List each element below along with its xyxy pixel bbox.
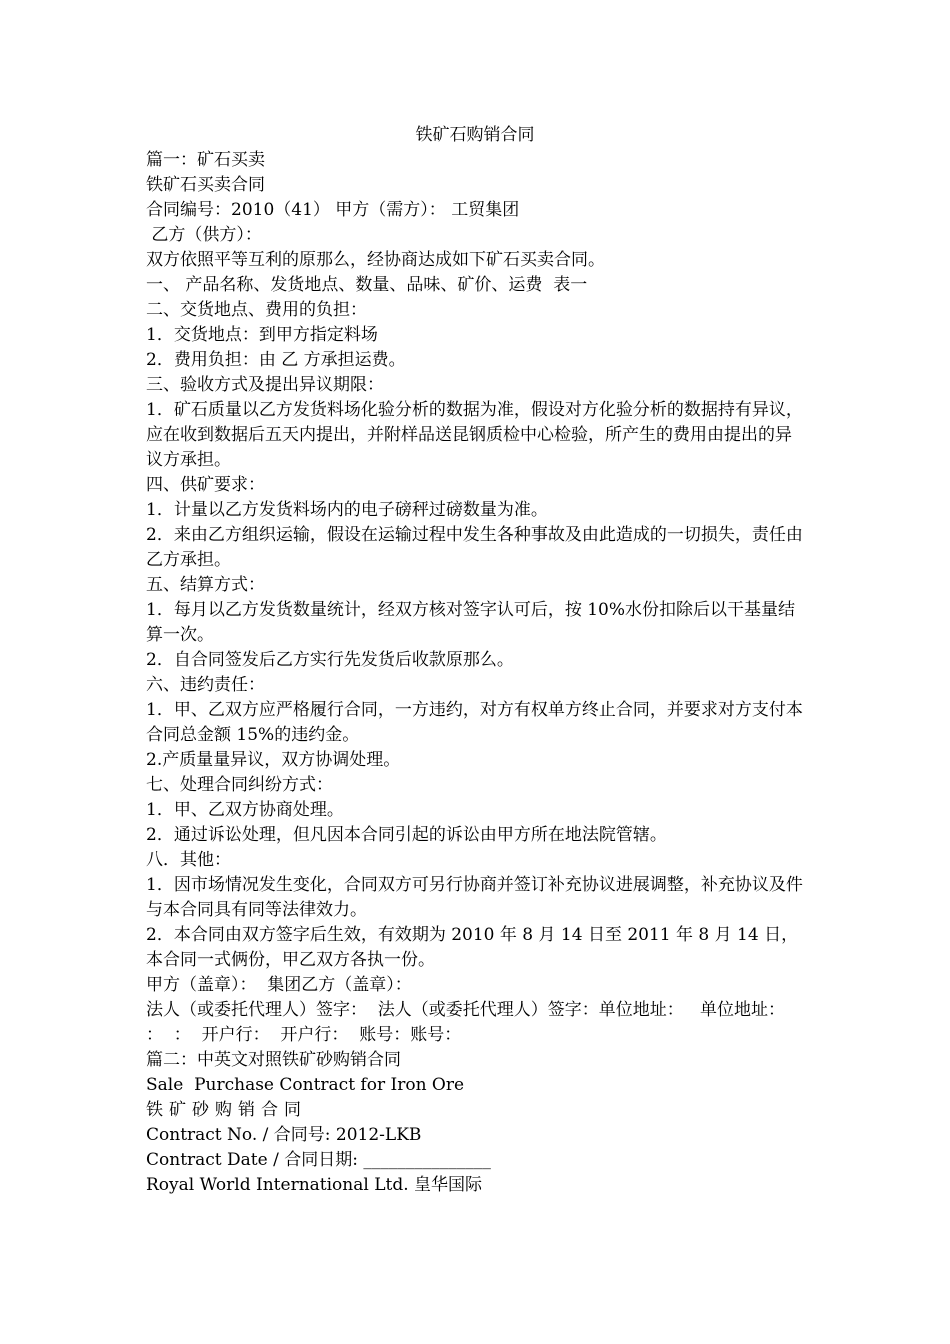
document-paragraph: 1．计量以乙方发货料场内的电子磅秤过磅数量为准。 [146, 500, 548, 520]
document-paragraph: 1．矿石质量以乙方发货料场化验分析的数据为准，假设对方化验分析的数据持有异议，应在收到数据后五天内提出，并附样品送昆钢质检中心检验，所产生的费用由提出的异议方承担。 [146, 400, 803, 470]
document-paragraph: 篇二：中英文对照铁矿砂购销合同 [146, 1050, 401, 1070]
document-paragraph: Sale Purchase Contract for Iron Ore [146, 1075, 465, 1095]
document-paragraph: 七、处理合同纠纷方式： [146, 775, 333, 795]
document-paragraph: 1．甲、乙双方应严格履行合同，一方违约，对方有权单方终止合同，并要求对方支付本合同总金额 15%的违约金。 [146, 700, 803, 745]
document-paragraph: 八．其他： [146, 850, 231, 870]
document-paragraph: Contract No. / 合同号: 2012-LKB [146, 1125, 422, 1145]
document-paragraph: 铁矿石买卖合同 [146, 175, 265, 195]
document-paragraph: 1．因市场情况发生变化，合同双方可另行协商并签订补充协议进展调整，补充协议及件与本合同具有同等法律效力。 [146, 875, 803, 920]
spaced-title-line: 铁矿砂购销合同 [146, 1100, 307, 1120]
document-paragraph: 合同编号：2010（41） 甲方（需方）： 工贸集团 [146, 200, 520, 220]
document-paragraph: 1．每月以乙方发货数量统计，经双方核对签字认可后，按 10%水份扣除后以干基量结算一次。 [146, 600, 796, 645]
document-paragraph: 2．费用负担：由 乙 方承担运费。 [146, 350, 406, 370]
document-paragraph: 六、违约责任： [146, 675, 265, 695]
document-paragraph: Contract Date / 合同日期: _______________ [146, 1150, 491, 1170]
document-paragraph: 2．本合同由双方签字后生效，有效期为 2010 年 8 月 14 日至 2011 年 8 月 14 日，本合同一式俩份，甲乙双方各执一份。 [146, 925, 799, 970]
document-paragraph: 一、 产品名称、发货地点、数量、品味、矿价、运费 表一 [146, 275, 588, 295]
document-paragraph: 二、交货地点、费用的负担： [146, 300, 367, 320]
document-paragraph: 2．通过诉讼处理，但凡因本合同引起的诉讼由甲方所在地法院管辖。 [146, 825, 667, 845]
document-paragraph: 四、供矿要求： [146, 475, 265, 495]
document-paragraph: 1．甲、乙双方协商处理。 [146, 800, 344, 820]
document-body [146, 148, 806, 1198]
document-paragraph: Royal World International Ltd. 皇华国际 [146, 1175, 483, 1195]
document-paragraph: 2.产质量量异议，双方协调处理。 [146, 750, 401, 770]
document-paragraph: 2．自合同签发后乙方实行先发货后收款原那么。 [146, 650, 514, 670]
document-paragraph: 篇一：矿石买卖 [146, 150, 265, 170]
document-paragraph: 三、验收方式及提出异议期限： [146, 375, 384, 395]
document-paragraph: 双方依照平等互利的原那么，经协商达成如下矿石买卖合同。 [146, 250, 605, 270]
document-paragraph: ： ： 开户行： 开户行： 账号：账号： [146, 1025, 462, 1045]
document-paragraph: 乙方（供方）： [146, 225, 262, 245]
document-paragraph: 1．交货地点：到甲方指定料场 [146, 325, 378, 345]
document-paragraph: 2．来由乙方组织运输，假设在运输过程中发生各种事故及由此造成的一切损失，责任由乙方承担。 [146, 525, 803, 570]
document-paragraph: 甲方（盖章）： 集团乙方（盖章）： [146, 975, 412, 995]
document-paragraph: 五、结算方式： [146, 575, 265, 595]
document-title: 铁矿石购销合同 [415, 125, 535, 145]
document-paragraph: 法人（或委托代理人）签字： 法人（或委托代理人）签字：单位地址： 单位地址： [146, 1000, 786, 1020]
